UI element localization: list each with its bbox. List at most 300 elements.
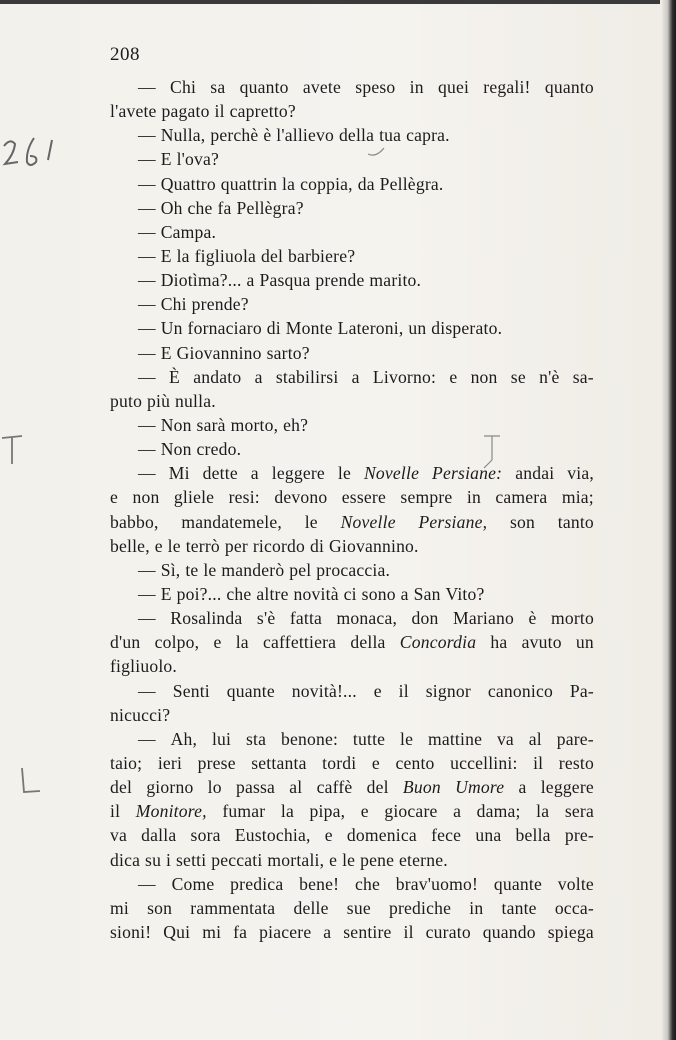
text-line xyxy=(110,630,594,654)
word: altre xyxy=(256,583,289,604)
word: Mariano xyxy=(453,608,515,629)
word: E xyxy=(160,342,172,363)
word: Quattro xyxy=(160,173,216,194)
word: — xyxy=(138,270,156,291)
word: brav'uomo! xyxy=(395,873,479,894)
word: occa- xyxy=(554,897,594,918)
word: manderò xyxy=(221,559,285,580)
word: disperato. xyxy=(431,318,503,339)
word: avete xyxy=(302,77,342,97)
word: taio; xyxy=(110,752,143,773)
word: Mi xyxy=(168,463,190,484)
word: rammentata xyxy=(190,897,276,918)
word: le xyxy=(337,463,351,484)
word: eterne. xyxy=(399,849,448,870)
word: l'avete xyxy=(110,101,157,122)
word: signor xyxy=(425,680,471,701)
word: giocare xyxy=(384,801,438,822)
word: leggere xyxy=(540,777,594,798)
word: stabilirsi xyxy=(275,366,339,387)
word: nulla. xyxy=(175,390,216,411)
word: quanto xyxy=(239,77,289,97)
word: Persiane: xyxy=(432,463,503,484)
word: Sì, xyxy=(160,559,181,580)
word: fatta xyxy=(289,608,323,629)
margin-pencil-number xyxy=(0,128,70,188)
word: sentire xyxy=(343,921,392,942)
word: le xyxy=(342,849,356,870)
word: va xyxy=(496,728,514,749)
word: in xyxy=(469,897,484,918)
word: le xyxy=(203,559,217,580)
word: son xyxy=(147,897,173,918)
word: Qui xyxy=(163,921,191,942)
word: ha xyxy=(490,632,508,653)
word: Un xyxy=(160,318,183,339)
word: Come xyxy=(171,873,215,894)
word: leggere xyxy=(271,463,325,484)
text-line xyxy=(110,437,594,461)
word: figliuolo. xyxy=(110,656,177,677)
word: te xyxy=(185,559,199,580)
word: devono xyxy=(274,487,328,508)
word: Giovannino. xyxy=(328,535,419,556)
word: al xyxy=(528,728,542,749)
word: caffettiera xyxy=(263,632,337,653)
word: essere xyxy=(341,487,386,508)
text-line xyxy=(110,872,594,896)
word: a xyxy=(400,583,409,604)
word: bene! xyxy=(299,873,340,894)
word: sue xyxy=(346,897,371,918)
text-line xyxy=(110,196,594,220)
word: e xyxy=(154,535,163,556)
word: — xyxy=(138,439,156,460)
text-line xyxy=(110,510,594,534)
body-text xyxy=(110,75,594,944)
text-line xyxy=(110,461,594,485)
word: sempre xyxy=(400,487,453,508)
word: — xyxy=(138,125,156,146)
word: caffè xyxy=(316,777,353,798)
word: del xyxy=(260,245,284,266)
word: Pa- xyxy=(569,680,594,701)
word: Monitore, xyxy=(135,801,207,822)
word: pipa, xyxy=(309,801,346,822)
word: perchè xyxy=(210,125,259,146)
word: — xyxy=(138,608,156,629)
word: e xyxy=(110,487,119,508)
text-line xyxy=(110,679,594,703)
word: fumar xyxy=(222,801,266,822)
word: a xyxy=(250,463,259,484)
word: una xyxy=(475,825,502,846)
word: resi: xyxy=(228,487,260,508)
word: via, xyxy=(567,463,594,484)
word: mia; xyxy=(561,487,594,508)
text-line xyxy=(110,413,594,437)
word: Concordia xyxy=(399,632,477,653)
word: l'allievo xyxy=(276,125,335,146)
word: cento xyxy=(395,752,435,773)
word: — xyxy=(138,221,156,242)
page-top-edge xyxy=(0,0,660,4)
word: ieri xyxy=(157,752,183,773)
word: E xyxy=(160,583,172,604)
word: della xyxy=(350,632,386,653)
text-line xyxy=(110,896,594,920)
word: la xyxy=(536,801,550,822)
word: avuto xyxy=(521,632,562,653)
word: le xyxy=(167,535,181,556)
word: Pasqua xyxy=(259,270,311,291)
word: eh? xyxy=(283,414,309,435)
text-line xyxy=(110,485,594,509)
word: figliuola xyxy=(194,245,257,266)
text-line xyxy=(110,292,594,316)
word: la xyxy=(280,801,294,822)
text-line xyxy=(110,389,594,413)
word: Nulla, xyxy=(160,125,206,146)
word: mi xyxy=(110,897,129,918)
word: lui xyxy=(211,728,232,749)
word: Pellègra? xyxy=(236,197,304,218)
text-line xyxy=(110,654,594,678)
word: pare- xyxy=(556,728,594,749)
word: — xyxy=(138,873,156,894)
word: è xyxy=(263,125,272,146)
word: Campa. xyxy=(160,221,217,242)
text-line xyxy=(110,727,594,751)
word: un xyxy=(575,632,594,653)
word: — xyxy=(138,366,156,387)
word: piacere xyxy=(259,921,312,942)
word: sta xyxy=(245,728,267,749)
word: gliele xyxy=(173,487,215,508)
word: Lateroni, xyxy=(337,318,404,339)
word: barbiere? xyxy=(288,245,356,266)
word: procaccia. xyxy=(316,559,391,580)
text-line xyxy=(110,606,594,630)
word: prese xyxy=(197,752,236,773)
word: la xyxy=(282,173,296,194)
word: il xyxy=(398,680,409,701)
word: Persiane, xyxy=(418,511,488,532)
word: tante xyxy=(501,897,537,918)
word: pel xyxy=(289,559,312,580)
word: fa xyxy=(217,197,232,218)
word: la xyxy=(176,245,190,266)
word: quando xyxy=(482,921,536,942)
text-line xyxy=(110,365,594,389)
word: settanta xyxy=(251,752,307,773)
word: pre- xyxy=(564,825,594,846)
word: delle xyxy=(293,897,329,918)
text-line xyxy=(110,341,594,365)
word: tutte xyxy=(352,728,386,749)
word: lo xyxy=(207,777,222,798)
word: sioni! xyxy=(110,921,152,942)
word: domenica xyxy=(346,825,417,846)
word: E xyxy=(160,149,172,170)
word: quanto xyxy=(544,77,594,97)
word: E xyxy=(160,245,172,266)
word: sa- xyxy=(572,366,594,387)
word: non xyxy=(470,366,498,387)
word: curato xyxy=(425,921,471,942)
word: sora xyxy=(190,825,221,846)
word: andai xyxy=(515,463,555,484)
word: ci xyxy=(343,583,357,604)
text-line xyxy=(110,99,594,123)
word: — xyxy=(138,559,156,580)
word: dalla xyxy=(141,825,177,846)
text-line xyxy=(110,823,594,847)
word: a xyxy=(453,801,462,822)
text-line xyxy=(110,703,594,727)
word: quante xyxy=(493,873,542,894)
word: sarà xyxy=(196,414,226,435)
word: Livorno: xyxy=(372,366,437,387)
word: Novelle xyxy=(363,463,420,484)
word: e xyxy=(371,752,380,773)
word: dama; xyxy=(476,801,521,822)
word: — xyxy=(138,342,156,363)
word: — xyxy=(138,294,156,315)
word: colpo, xyxy=(154,632,200,653)
word: che xyxy=(354,873,380,894)
word: d'un xyxy=(110,632,141,653)
word: il xyxy=(110,801,121,822)
word: spiega xyxy=(547,921,594,942)
word: predica xyxy=(230,873,284,894)
word: puto xyxy=(110,390,143,411)
word: Pellègra. xyxy=(379,173,444,194)
word: belle, xyxy=(110,535,150,556)
word: canonico xyxy=(487,680,553,701)
word: quei xyxy=(437,77,470,97)
text-line xyxy=(110,558,594,582)
word: tua xyxy=(379,125,402,146)
word: mandatemele, xyxy=(181,511,282,532)
word: volte xyxy=(557,873,594,894)
word: setti xyxy=(176,849,207,870)
text-line xyxy=(110,751,594,775)
word: quante xyxy=(226,680,275,701)
word: camera xyxy=(495,487,548,508)
word: È xyxy=(169,366,180,387)
word: i xyxy=(166,849,172,870)
text-line xyxy=(110,75,594,99)
word: giorno xyxy=(146,777,194,798)
text-line xyxy=(110,799,594,823)
word: e xyxy=(324,825,333,846)
word: monaca, xyxy=(336,608,398,629)
word: — xyxy=(138,414,156,435)
word: in xyxy=(409,77,424,97)
word: morto xyxy=(550,608,594,629)
word: il xyxy=(403,921,414,942)
word: — xyxy=(138,245,156,266)
word: la xyxy=(235,632,249,653)
word: Giovannino xyxy=(176,342,262,363)
word: mattine xyxy=(427,728,483,749)
word: va xyxy=(110,825,128,846)
word: le xyxy=(304,511,318,532)
word: in xyxy=(466,487,481,508)
word: pagato xyxy=(161,101,210,122)
word: per xyxy=(224,535,248,556)
word: — xyxy=(138,463,156,484)
page-number: 208 xyxy=(110,44,140,65)
text-line xyxy=(110,244,594,268)
word: prende? xyxy=(191,294,249,315)
word: e xyxy=(329,849,338,870)
word: a xyxy=(351,366,360,387)
word: — xyxy=(138,583,156,604)
page-binding-edge xyxy=(662,0,676,1040)
text-line xyxy=(110,920,594,944)
word: — xyxy=(138,728,156,749)
word: benone: xyxy=(280,728,339,749)
word: sono xyxy=(361,583,396,604)
word: Diotìma?... xyxy=(160,270,242,291)
word: capra. xyxy=(406,125,450,146)
word: e xyxy=(360,801,369,822)
word: sa xyxy=(210,77,226,97)
word: novità!... xyxy=(291,680,357,701)
word: della xyxy=(338,125,375,146)
word: Oh xyxy=(160,197,183,218)
word: morto, xyxy=(230,414,279,435)
word: nicucci? xyxy=(110,704,171,725)
word: e xyxy=(449,366,458,387)
word: a xyxy=(246,270,255,291)
word: tordi xyxy=(322,752,357,773)
text-line xyxy=(110,172,594,196)
text-line xyxy=(110,147,594,171)
word: del xyxy=(110,777,133,798)
word: novità xyxy=(293,583,339,604)
word: fornaciaro xyxy=(187,318,262,339)
word: n'è xyxy=(539,366,560,387)
word: babbo, xyxy=(110,511,159,532)
word: che xyxy=(226,583,252,604)
word: poi?... xyxy=(176,583,222,604)
word: — xyxy=(138,77,156,97)
text-line xyxy=(110,775,594,799)
word: non xyxy=(132,487,160,508)
word: di xyxy=(266,318,281,339)
margin-pencil-l-mark xyxy=(14,764,44,800)
word: Senti xyxy=(172,680,210,701)
word: fece xyxy=(431,825,462,846)
word: pene xyxy=(360,849,395,870)
word: Buon xyxy=(402,777,441,798)
text-line xyxy=(110,220,594,244)
word: il xyxy=(214,101,225,122)
text-line xyxy=(110,316,594,340)
word: bella xyxy=(515,825,551,846)
text-line xyxy=(110,534,594,558)
word: è xyxy=(528,608,537,629)
word: uccellini: xyxy=(450,752,518,773)
word: di xyxy=(309,535,325,556)
word: Chi xyxy=(160,294,187,315)
text-line xyxy=(110,268,594,292)
word: coppia, xyxy=(300,173,353,194)
text-line xyxy=(110,848,594,872)
word: fa xyxy=(233,921,248,942)
word: più xyxy=(147,390,171,411)
word: Rosalinda xyxy=(170,608,243,629)
word: — xyxy=(138,197,156,218)
word: — xyxy=(138,149,156,170)
word: Novelle xyxy=(340,511,396,532)
word: ricordo xyxy=(252,535,306,556)
word: quattrin xyxy=(220,173,278,194)
word: l'ova? xyxy=(176,149,220,170)
word: le xyxy=(400,728,414,749)
word: Eustochia, xyxy=(234,825,311,846)
word: da xyxy=(357,173,375,194)
word: don xyxy=(411,608,439,629)
word: San xyxy=(413,583,441,604)
word: un xyxy=(408,318,427,339)
word: — xyxy=(138,680,156,701)
word: Chi xyxy=(170,77,197,97)
word: e xyxy=(373,680,382,701)
word: al xyxy=(289,777,303,798)
word: dette xyxy=(202,463,238,484)
word: credo. xyxy=(196,439,242,460)
word: a xyxy=(323,921,332,942)
word: speso xyxy=(355,77,396,97)
word: s'è xyxy=(256,608,276,629)
word: tanto xyxy=(557,511,594,532)
word: che xyxy=(187,197,213,218)
word: Monte xyxy=(285,318,333,339)
word: capretto? xyxy=(229,101,296,122)
word: Ah, xyxy=(170,728,198,749)
word: sarto? xyxy=(266,342,310,363)
text-line xyxy=(110,582,594,606)
word: il xyxy=(533,752,544,773)
word: prediche xyxy=(388,897,452,918)
word: del xyxy=(366,777,389,798)
word: passa xyxy=(235,777,276,798)
word: regali! xyxy=(483,77,531,97)
word: Non xyxy=(160,439,192,460)
word: Non xyxy=(160,414,192,435)
word: prende xyxy=(315,270,365,291)
word: andato xyxy=(193,366,242,387)
text-line xyxy=(110,123,594,147)
word: Umore xyxy=(455,777,505,798)
word: su xyxy=(145,849,162,870)
word: terrò xyxy=(185,535,220,556)
word: sera xyxy=(564,801,594,822)
word: a xyxy=(518,777,527,798)
word: mi xyxy=(202,921,222,942)
word: — xyxy=(138,318,156,339)
word: peccati xyxy=(211,849,263,870)
margin-pencil-t-mark xyxy=(0,432,30,468)
word: e xyxy=(213,632,222,653)
word: — xyxy=(138,173,156,194)
word: dica xyxy=(110,849,141,870)
word: se xyxy=(510,366,526,387)
